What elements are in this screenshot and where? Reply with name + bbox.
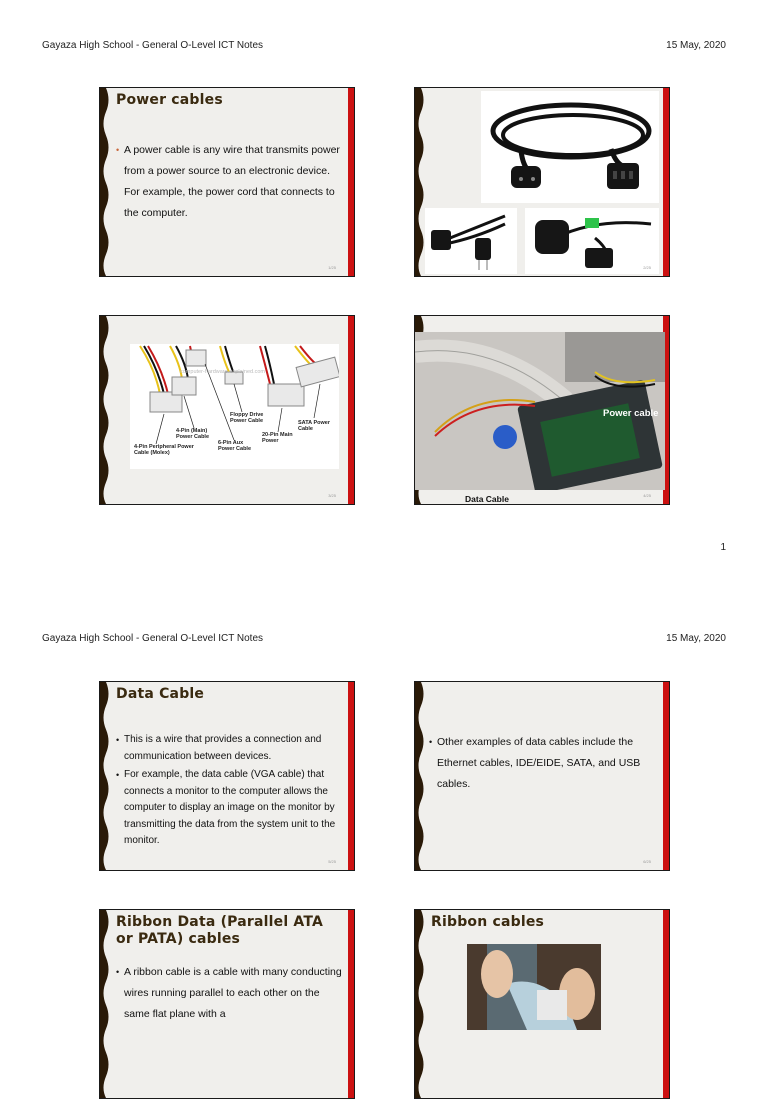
slide-red-bar (348, 316, 354, 504)
diagram-label: 20-Pin Main Power (262, 432, 293, 444)
slide-title: Power cables (116, 92, 223, 108)
bullet-item: • A ribbon cable is a cable with many conducting wires running parallel to each other on the same flat plane with a (116, 966, 342, 1020)
slide-number: 2/25 (643, 265, 651, 270)
ribbon-cable-photo (467, 944, 601, 1030)
power-cord-image (481, 91, 659, 203)
slide-wave-border (415, 682, 427, 870)
uk-plug-image (525, 208, 659, 274)
diagram-label: Floppy Drive Power Cable (230, 412, 264, 424)
slide-title: Ribbon Data (Parallel ATA or PATA) cables (116, 914, 324, 947)
power-cable-label: Power cable (603, 408, 659, 419)
diagram-watermark: computer-hardware-explained.com (180, 369, 265, 375)
slide-red-bar (663, 682, 669, 870)
slide-power-connectors (99, 315, 355, 505)
slide-ribbon-cables (414, 909, 670, 1099)
bullet-item: • For example, the data cable (VGA cable) that connects a monitor to the computer allows the computer to display an image on the monitor by transmitting the data from the system unit to the monitor. (116, 769, 336, 846)
data-cable-label: Data Cable (465, 494, 509, 504)
slide-power-cables (99, 87, 355, 277)
power-connectors-diagram (130, 344, 339, 469)
slide-title: Ribbon cables (431, 914, 545, 930)
slide-wave-border (100, 316, 112, 504)
header-date: 15 May, 2020 (666, 40, 726, 51)
page-number: 1 (720, 542, 726, 553)
slide-ribbon-data (99, 909, 355, 1099)
slide-wave-border (100, 910, 112, 1098)
us-plug-image (425, 208, 517, 274)
slide-number: 4/25 (643, 493, 651, 498)
slide-bullets (429, 732, 657, 795)
slide-power-cord-photos (414, 87, 670, 277)
slide-red-bar (348, 88, 354, 276)
diagram-label: 4-Pin Peripheral Power Cable (Molex) (134, 444, 194, 456)
slide-data-cable (99, 681, 355, 871)
diagram-label: 6-Pin Aux Power Cable (218, 440, 252, 452)
slide-red-bar (663, 88, 669, 276)
bullet-item: • A power cable is any wire that transmits power from a power source to an electronic device. For example, the power cord that connects to the computer. (116, 144, 340, 219)
slide-bullets (116, 962, 342, 1025)
slide-other-data-cables (414, 681, 670, 871)
slide-title: Data Cable (116, 686, 205, 702)
bullet-item: • This is a wire that provides a connection and communication between devices. (116, 734, 322, 762)
diagram-label: SATA Power Cable (298, 420, 330, 432)
slide-red-bar (663, 910, 669, 1098)
slide-red-bar (348, 682, 354, 870)
header-school: Gayaza High School - General O-Level ICT Notes (42, 40, 264, 51)
slide-bullets (116, 140, 341, 224)
bullet-item: • Other examples of data cables include the Ethernet cables, IDE/EIDE, SATA, and USB cables. (429, 736, 641, 790)
slide-wave-border (100, 88, 112, 276)
slide-bullets (116, 732, 342, 850)
slide-red-bar (348, 910, 354, 1098)
slide-wave-border (415, 910, 427, 1098)
slide-number: 3/25 (328, 493, 336, 498)
slide-number: 1/25 (328, 265, 336, 270)
slide-number: 6/25 (643, 859, 651, 864)
header-date: 15 May, 2020 (666, 633, 726, 644)
slide-number: 5/25 (328, 859, 336, 864)
header-school: Gayaza High School - General O-Level ICT Notes (42, 633, 264, 644)
slide-wave-border (100, 682, 112, 870)
slide-drive-cables-photo (414, 315, 670, 505)
diagram-label: 4-Pin (Main) Power Cable (176, 428, 210, 440)
